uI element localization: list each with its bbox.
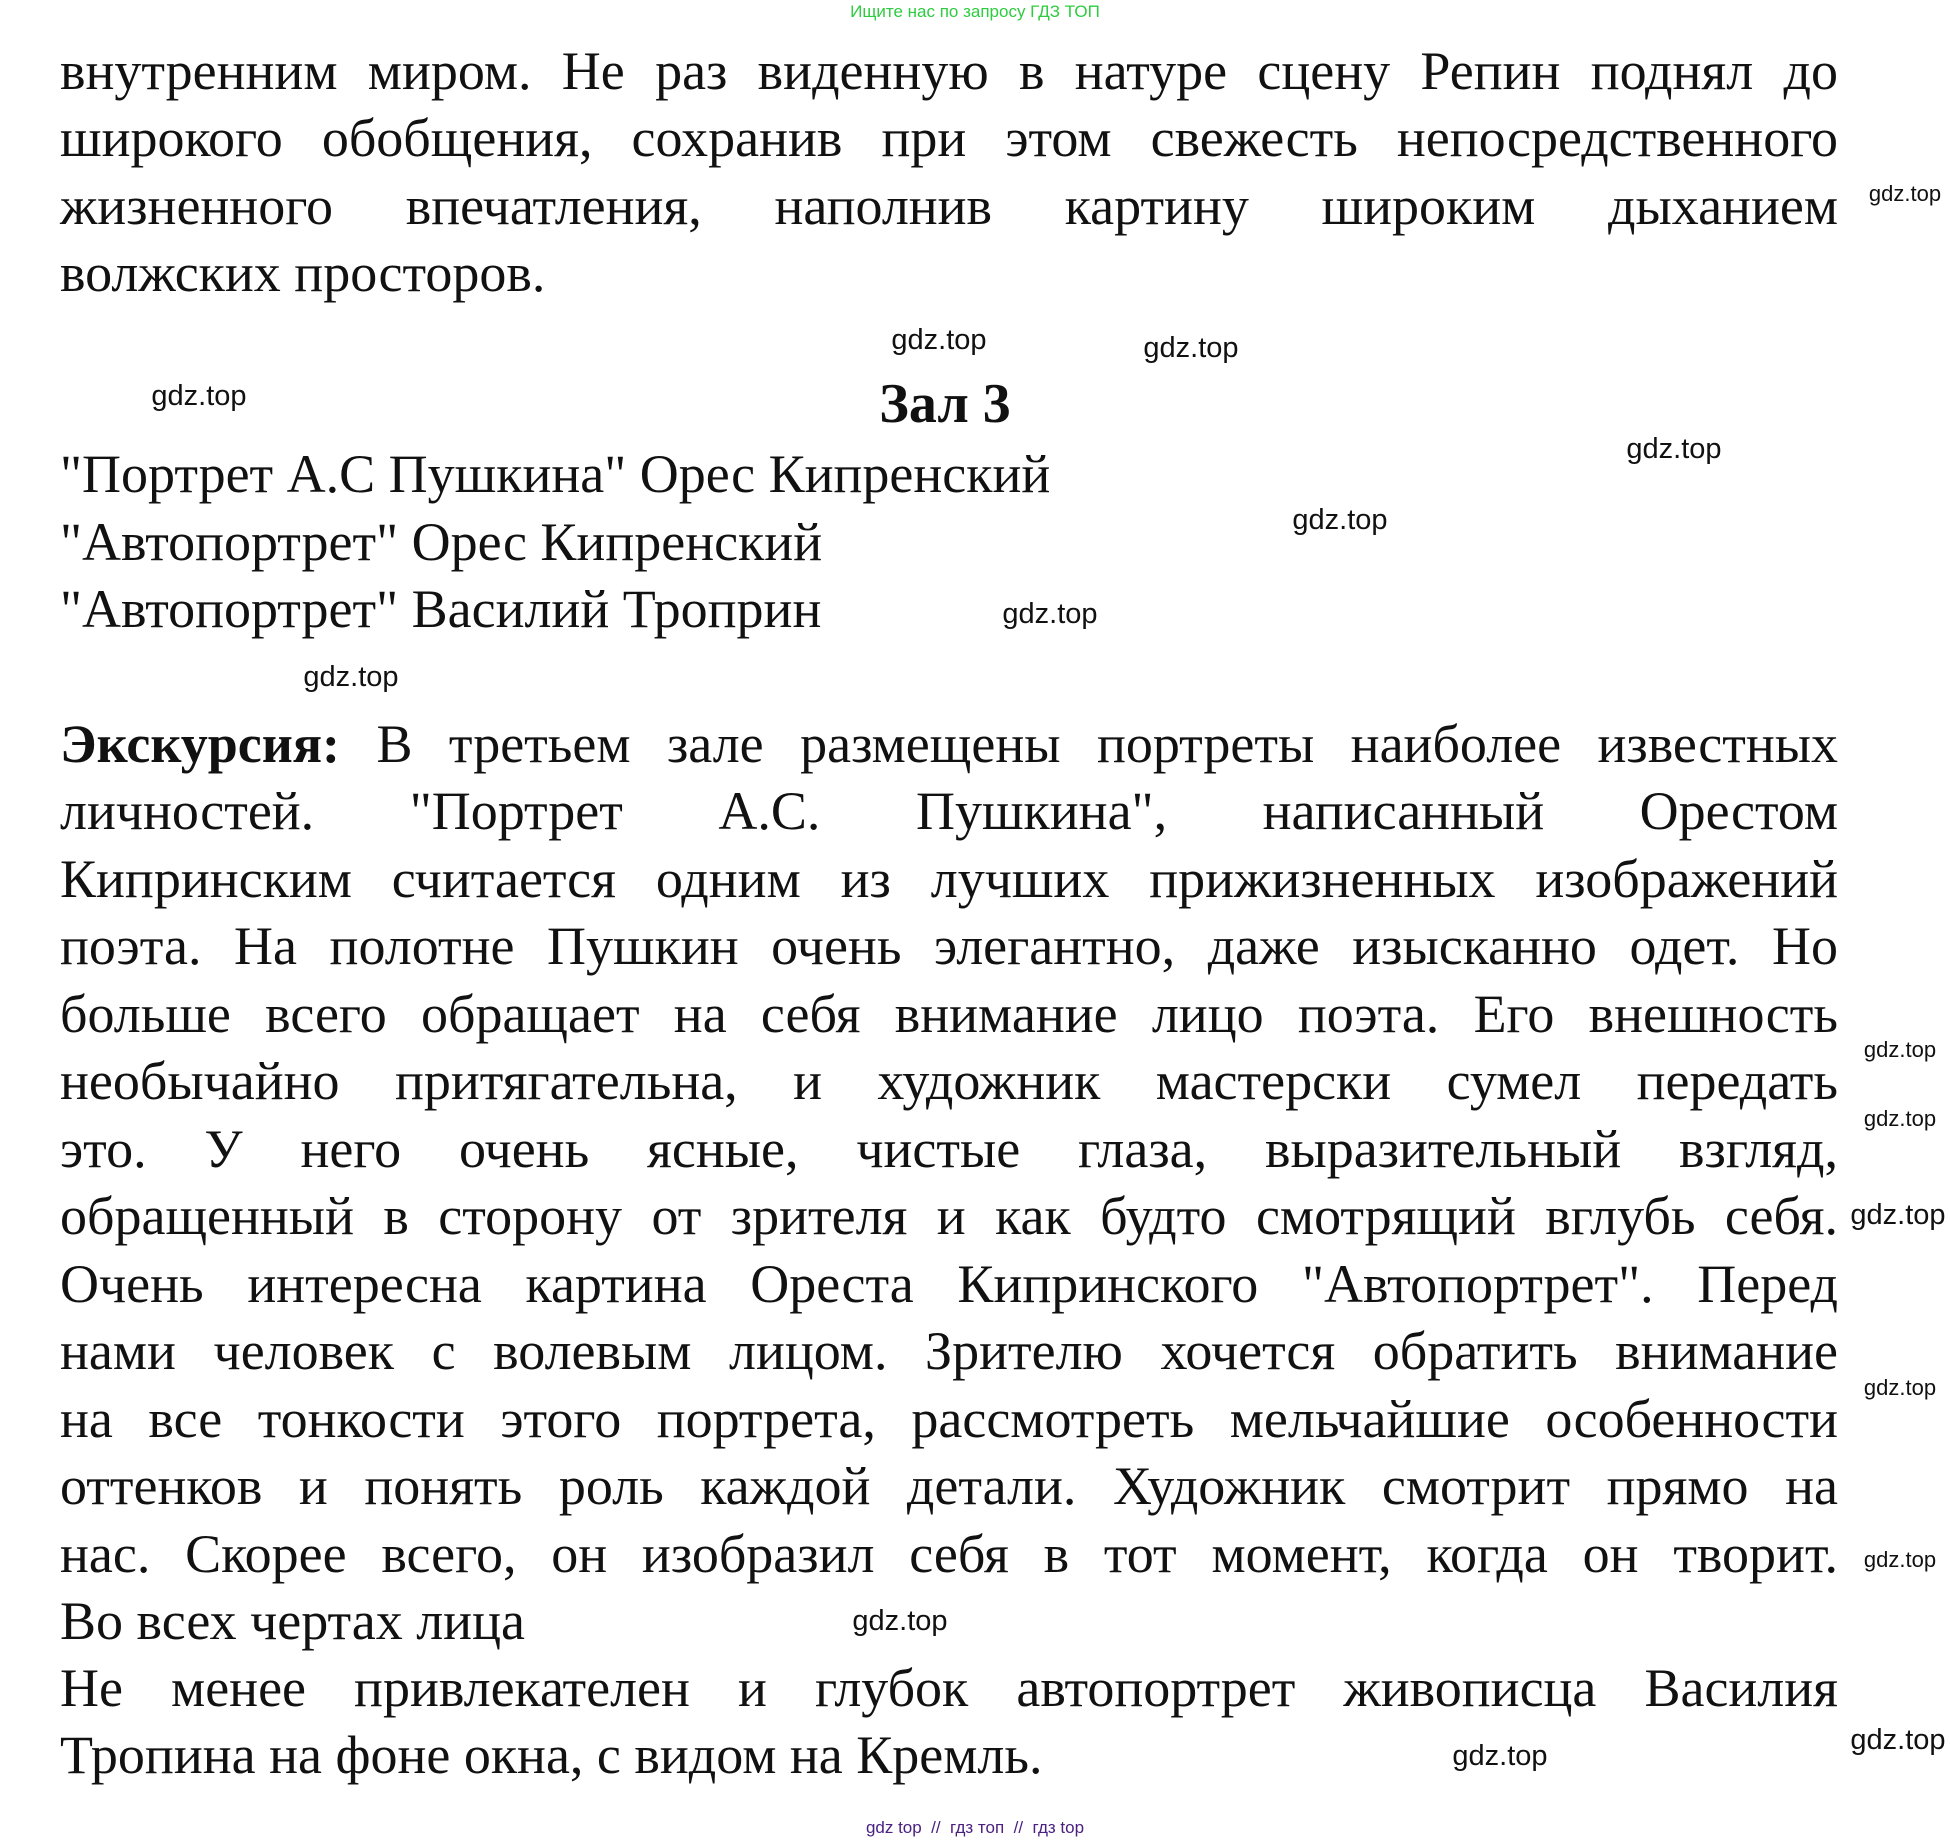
watermark: gdz.top [1863,1106,1937,1131]
excursion-label: Экскурсия: [60,714,341,774]
excursion-text: В третьем зале размещены портреты наиболее известных [340,714,1838,774]
watermark: gdz.top [1850,1199,1946,1231]
watermark: gdz.top [1863,1547,1937,1572]
excursion-line: нами человек с волевым лицом. Зрителю хочется обратить внимание [60,1321,1838,1381]
excursion-line: нас. Скорее всего, он изобразил себя в тот момент, когда он творит. [60,1524,1838,1584]
watermark: gdz.top [1292,504,1388,536]
watermark: gdz.top [1002,598,1098,630]
painting-item: "Портрет А.С Пушкина" Орес Кипренский [60,444,1051,504]
painting-item: "Автопортрет" Василий Троприн [60,579,822,639]
final-line: Не менее привлекателен и глубок автопортрет живописца Василия [60,1658,1838,1718]
excursion-line: поэта. На полотне Пушкин очень элегантно, даже изысканно одет. Но [60,916,1838,976]
excursion-line: оттенков и понять роль каждой детали. Художник смотрит прямо на [60,1456,1838,1516]
intro-line: жизненного впечатления, наполнив картину широким дыханием [60,176,1838,236]
excursion-line: личностей. "Портрет А.С. Пушкина", написанный Орестом [60,781,1838,841]
watermark: gdz.top [852,1605,948,1637]
final-line: Тропина на фоне окна, с видом на Кремль. [60,1725,1043,1785]
excursion-line [60,711,1838,778]
intro-line: широкого обобщения, сохранив при этом свежесть непосредственного [60,108,1838,168]
hall-title: Зал 3 [879,373,1011,435]
watermark: gdz.top [1868,181,1942,206]
excursion-line: обращенный в сторону от зрителя и как будто смотрящий вглубь себя. [60,1186,1838,1246]
search-hint-header: Ищите нас по запросу ГДЗ ТОП [850,2,1100,21]
excursion-line: Во всех чертах лица [60,1591,525,1651]
excursion-line: это. У него очень ясные, чистые глаза, выразительный взгляд, [60,1119,1838,1179]
watermark: gdz.top [303,661,399,693]
intro-line: внутренним миром. Не раз виденную в натуре сцену Репин поднял до [60,41,1838,101]
excursion-line: Очень интересна картина Ореста Кипринского "Автопортрет". Перед [60,1254,1838,1314]
watermark: gdz.top [1850,1724,1946,1756]
watermark: gdz.top [1626,433,1722,465]
excursion-line: Кипринским считается одним из лучших прижизненных изображений [60,849,1838,909]
watermark: gdz.top [1863,1375,1937,1400]
intro-line: волжских просторов. [60,243,546,303]
painting-item: "Автопортрет" Орес Кипренский [60,512,823,572]
watermark: gdz.top [1452,1740,1548,1772]
watermark: gdz.top [151,380,247,412]
watermark: gdz.top [1143,332,1239,364]
watermark: gdz.top [1863,1037,1937,1062]
footer-links: gdz top // гдз топ // гдз top [865,1818,1085,1837]
excursion-line: больше всего обращает на себя внимание лицо поэта. Его внешность [60,984,1838,1044]
watermark: gdz.top [891,324,987,356]
excursion-line: необычайно притягательна, и художник мастерски сумел передать [60,1051,1838,1111]
excursion-line: на все тонкости этого портрета, рассмотреть мельчайшие особенности [60,1389,1838,1449]
